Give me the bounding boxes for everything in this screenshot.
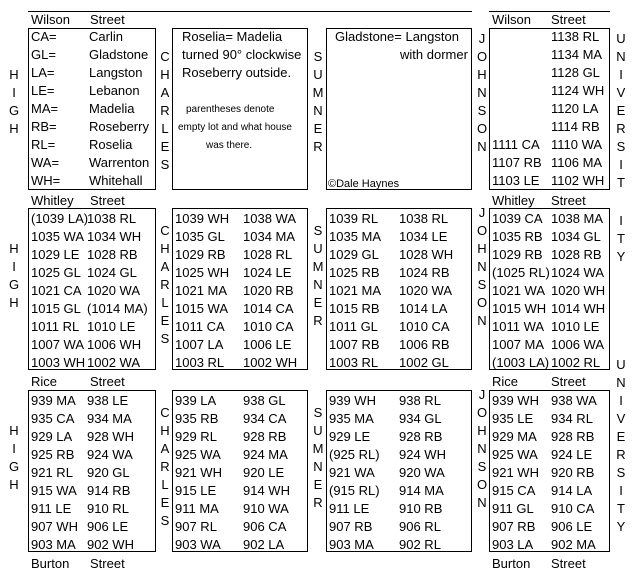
street-vertical-sumner: S [313,223,323,238]
lot-address: 914 LA [551,483,593,498]
street-name: Wilson [492,12,532,27]
lot-address: 910 CA [551,501,595,516]
lot-address: 1020 WA [87,283,140,298]
lot-address: (915 RL) [329,483,380,498]
lot-address: 1034 GL [551,229,601,244]
lot-address: 928 RB [551,429,595,444]
street-label: Street [90,556,125,571]
lot-address: 1035 MA [329,229,382,244]
street-vertical-johnson: S [477,277,487,292]
lot-address: 1029 GL [329,247,379,262]
street-university: E [616,103,626,118]
lot-address: 914 MA [399,483,444,498]
street-vertical-sumner: U [313,67,323,82]
lot-address: 1124 WH [551,83,605,98]
street-vertical-charles: C [160,405,170,420]
lot-address: 1014 LA [399,301,448,316]
lot-address: 1028 RL [243,247,293,262]
legend-name: Lebanon [89,83,140,98]
lot-address: 921 WA [329,465,375,480]
lot-address: 929 MA [492,429,537,444]
lot-address: 1020 WH [551,283,606,298]
lot-address: 1025 GL [31,265,81,280]
lot-address: 929 LE [329,429,371,444]
legend-name: Warrenton [89,155,150,170]
lot-address: 1020 RB [243,283,294,298]
street-name: Whitley [492,193,535,208]
lot-address: 1024 GL [87,265,137,280]
lot-address: (1025 RL) [492,265,550,280]
street-university: I [619,483,623,498]
legend-code: RB= [31,119,57,134]
lot-address: 939 LA [175,393,217,408]
lot-address: 925 WA [492,447,538,462]
lot-address: 911 LE [329,501,370,516]
lot-address: 1039 WH [175,211,230,226]
street-vertical-charles: E [160,495,170,510]
lot-address: 1035 RB [492,229,543,244]
street-vertical-johnson: J [478,31,486,46]
lot-address: 1015 WH [492,301,547,316]
lot-address: (1003 LA) [492,355,550,370]
legend-code: WA= [31,155,60,170]
street-vertical-charles: C [160,49,170,64]
lot-address: 929 RL [175,429,217,444]
street-vertical-johnson: O [476,405,488,420]
street-vertical-johnson: N [477,139,487,154]
street-vertical-johnson: O [476,477,488,492]
lot-address: 920 RB [551,465,595,480]
street-vertical-charles: L [161,121,169,136]
lot-address: 1025 WH [175,265,230,280]
street-university: N [616,375,626,390]
lot-address: 1106 MA [551,155,603,170]
lot-address: 914 RB [87,483,131,498]
lot-address: 910 RL [87,501,129,516]
lot-address: 924 MA [243,447,288,462]
lot-address: 1021 MA [175,283,228,298]
lot-address: 907 RB [329,519,373,534]
lot-address: 1035 WA [31,229,84,244]
lot-address: 921 WH [175,465,222,480]
lot-address: 1102 WH [551,173,605,188]
street-vertical-charles: L [161,477,169,492]
lot-address: 1007 MA [492,337,545,352]
lot-address: 1034 WH [87,229,142,244]
lot-address: 938 GL [243,393,286,408]
lot-address: 1002 GL [399,355,449,370]
street-label: Street [551,374,586,389]
lot-address: 935 MA [329,411,374,426]
lot-address: 902 MA [551,537,596,552]
lot-address: 1006 LE [243,337,292,352]
lot-address: 1024 WA [551,265,604,280]
lot-address: 1038 MA [551,211,604,226]
lot-address: 920 LE [243,465,285,480]
lot-address: 915 LE [175,483,217,498]
legend-code: CA= [31,29,57,44]
street-university: U [616,31,626,46]
legend-name: Carlin [89,29,123,44]
street-vertical-charles: A [160,441,170,456]
lot-address: 1114 RB [551,119,600,134]
street-university: I [619,67,623,82]
street-vertical-charles: H [160,241,170,256]
lot-address: 1120 LA [551,101,599,116]
street-vertical-high: G [8,103,20,118]
legend-code: MA= [31,101,59,116]
legend-code: GL= [31,47,56,62]
street-vertical-johnson: O [476,295,488,310]
lot-address: 1003 WH [31,355,86,370]
lot-address: 1011 CA [175,319,225,334]
lot-address: 925 WA [175,447,221,462]
street-vertical-charles: H [160,67,170,82]
lot-address: 1002 WH [243,355,298,370]
lot-address: 921 RL [31,465,73,480]
street-label: Street [90,374,125,389]
street-vertical-high: I [12,259,16,274]
lot-address: 938 LE [87,393,129,408]
street-vertical-high: H [9,477,19,492]
street-name: Rice [492,374,519,389]
street-vertical-sumner: U [313,423,323,438]
street-vertical-sumner: N [313,103,323,118]
lot-address: 934 MA [87,411,132,426]
lot-address: 910 WA [243,501,289,516]
lot-address: 928 WH [87,429,134,444]
lot-address: 934 RL [551,411,593,426]
lot-address: 1015 WA [175,301,228,316]
lot-address: 939 MA [31,393,76,408]
street-vertical-charles: S [160,331,170,346]
lot-address: 911 MA [175,501,219,516]
street-vertical-sumner: M [312,441,324,456]
lot-address: 907 RL [175,519,217,534]
lot-address: 1128 GL [551,65,600,80]
lot-address: 1011 RL [31,319,80,334]
street-university: I [619,157,623,172]
legend-name: Langston [89,65,143,80]
street-vertical-sumner: E [313,121,323,136]
lot-address: 1134 MA [551,47,603,62]
lot-address: 1015 RB [329,301,380,316]
lot-address: 1011 GL [329,319,378,334]
legend-code: WH= [31,173,61,188]
lot-address: 911 LE [31,501,72,516]
lot-address: 1011 WA [492,319,545,334]
street-vertical-charles: S [160,157,170,172]
street-vertical-charles: C [160,223,170,238]
lot-address: 902 LA [243,537,285,552]
note-text: turned 90° clockwise [182,47,302,62]
lot-address: 935 RB [175,411,219,426]
street-university: T [617,231,625,246]
street-vertical-high: I [12,85,16,100]
street-vertical-high: H [9,67,19,82]
lot-address: 928 RB [399,429,443,444]
note-small: parentheses denote [186,104,275,115]
lot-address: 911 GL [492,501,534,516]
lot-address: 1029 RB [175,247,226,262]
street-label: Street [551,556,586,571]
lot-address: 1014 WH [551,301,606,316]
note-text: Roseberry outside. [182,65,292,80]
street-university: R [616,121,626,136]
street-university: I [619,213,623,228]
lot-address: 1038 RL [399,211,449,226]
street-university: N [616,49,626,64]
lot-address: 903 WA [175,537,221,552]
lot-address: 938 WA [551,393,597,408]
street-vertical-sumner: E [313,295,323,310]
street-vertical-charles: R [160,103,170,118]
lot-address: 1103 LE [492,173,540,188]
street-label: Street [90,12,125,27]
street-vertical-johnson: J [478,387,486,402]
note-text: Roselia= Madelia [182,29,283,44]
lot-address: 1021 CA [31,283,82,298]
legend-name: Roselia [89,137,133,152]
lot-address: 1038 WA [243,211,296,226]
street-university: T [617,175,625,190]
legend-code: LE= [31,83,55,98]
lot-address: 935 LE [492,411,534,426]
street-vertical-high: H [9,295,19,310]
street-university: Y [616,519,626,534]
street-name: Burton [492,556,531,571]
street-vertical-high: H [9,423,19,438]
street-vertical-johnson: H [477,423,487,438]
lot-address: 938 RL [399,393,441,408]
lot-address: 1024 RB [399,265,450,280]
street-vertical-high: H [9,241,19,256]
lot-address: 1034 MA [243,229,296,244]
street-vertical-sumner: M [312,259,324,274]
lot-address: 921 WH [492,465,539,480]
lot-address: 1021 MA [329,283,382,298]
street-label: Street [551,12,586,27]
lot-address: 939 WH [329,393,376,408]
lot-address: 1035 GL [175,229,225,244]
lot-address: 1110 WA [551,137,603,152]
street-vertical-sumner: N [313,459,323,474]
legend-code: LA= [31,65,55,80]
lot-address: 1006 WH [87,337,142,352]
lot-address: 935 CA [31,411,75,426]
street-name: Rice [31,374,58,389]
note-text: with dormer [400,47,468,62]
lot-address: 903 LA [492,537,534,552]
lot-address: 1003 RL [175,355,225,370]
street-vertical-charles: L [161,295,169,310]
street-name: Whitley [31,193,74,208]
street-university: E [616,429,626,444]
street-university: Y [616,249,626,264]
street-university: V [616,411,626,426]
lot-address: 903 MA [31,537,76,552]
street-vertical-johnson: H [477,241,487,256]
street-label: Street [90,193,125,208]
lot-address: 1028 WH [399,247,454,262]
legend-name: Whitehall [89,173,143,188]
lot-address: 1024 LE [243,265,292,280]
street-vertical-johnson: S [477,103,487,118]
lot-address: 924 WH [399,447,446,462]
lot-address: 1034 LE [399,229,448,244]
street-name: Wilson [31,12,71,27]
legend-code: RL= [31,137,56,152]
lot-address: 1028 RB [87,247,138,262]
lot-address: 924 LE [551,447,593,462]
lot-address: 1028 RB [551,247,602,262]
street-label: Street [551,193,586,208]
lot-address: 906 LE [551,519,593,534]
lot-address: 1002 RL [551,355,601,370]
lot-address: 1039 RL [329,211,379,226]
lot-address: (1039 LA) [31,211,89,226]
street-name: Burton [31,556,70,571]
legend-name: Madelia [89,101,135,116]
lot-address: 1006 WA [551,337,604,352]
street-university: S [616,139,626,154]
street-university: S [616,465,626,480]
note-small: was there. [206,140,253,151]
lot-address: 915 WA [31,483,77,498]
street-vertical-charles: E [160,139,170,154]
lot-address: 1010 LE [87,319,136,334]
lot-address: 902 RL [399,537,441,552]
lot-address: 915 CA [492,483,536,498]
lot-address: 1021 WA [492,283,545,298]
lot-address: 1015 GL [31,301,81,316]
street-university: U [616,357,626,372]
lot-address: 906 RL [399,519,441,534]
street-vertical-charles: E [160,313,170,328]
street-university: V [616,85,626,100]
lot-address: 1002 WA [87,355,140,370]
street-vertical-high: G [8,459,20,474]
street-vertical-johnson: O [476,121,488,136]
street-vertical-high: I [12,441,16,456]
lot-address: 929 LA [31,429,73,444]
street-vertical-johnson: O [476,223,488,238]
street-vertical-sumner: R [313,313,323,328]
lot-address: 1014 CA [243,301,294,316]
street-vertical-charles: A [160,85,170,100]
lot-address: 1007 WA [31,337,84,352]
lot-address: (925 RL) [329,447,380,462]
lot-address: 1039 CA [492,211,543,226]
street-vertical-charles: A [160,259,170,274]
street-vertical-sumner: R [313,495,323,510]
street-vertical-sumner: R [313,139,323,154]
lot-address: 1029 LE [31,247,80,262]
street-vertical-high: G [8,277,20,292]
street-vertical-johnson: H [477,67,487,82]
street-university: I [619,393,623,408]
lot-address: 1038 RL [87,211,137,226]
lot-address: 1138 RL [551,29,600,44]
street-vertical-johnson: N [477,313,487,328]
street-vertical-sumner: S [313,49,323,64]
lot-address: 907 RB [492,519,536,534]
street-vertical-charles: R [160,277,170,292]
lot-address: 903 MA [329,537,374,552]
lot-address: 906 CA [243,519,287,534]
credit: ©Dale Haynes [328,178,400,190]
street-vertical-johnson: J [478,205,486,220]
lot-address: 920 GL [87,465,130,480]
lot-address: 925 RB [31,447,75,462]
street-vertical-johnson: N [477,85,487,100]
street-vertical-sumner: S [313,405,323,420]
legend-name: Gladstone [89,47,149,62]
lot-address: 1020 WA [399,283,452,298]
lot-address: 924 WA [87,447,133,462]
note-small: empty lot and what house [178,122,292,133]
lot-address: 1007 LA [175,337,224,352]
legend-name: Roseberry [89,119,149,134]
street-vertical-high: H [9,121,19,136]
lot-address: 920 WA [399,465,445,480]
lot-address: 1107 RB [492,155,542,170]
lot-address: 1006 RB [399,337,450,352]
lot-address: 914 WH [243,483,290,498]
lot-address: 934 GL [399,411,442,426]
lot-address: 910 RB [399,501,443,516]
lot-address: 907 WH [31,519,78,534]
lot-address: 934 CA [243,411,287,426]
lot-address: 1007 RB [329,337,380,352]
street-vertical-charles: S [160,513,170,528]
street-vertical-johnson: S [477,459,487,474]
street-vertical-johnson: N [477,441,487,456]
lot-address: 1111 CA [492,137,540,152]
note-text: Gladstone= Langston [335,29,459,44]
street-vertical-sumner: M [312,85,324,100]
lot-address: 1010 CA [399,319,450,334]
lot-address: 1025 RB [329,265,380,280]
street-vertical-johnson: N [477,495,487,510]
street-vertical-sumner: E [313,477,323,492]
lot-address: 928 RB [243,429,287,444]
street-vertical-sumner: N [313,277,323,292]
lot-address: 1003 RL [329,355,379,370]
lot-address: 1010 CA [243,319,294,334]
street-university: T [617,501,625,516]
lot-address: 902 WH [87,537,134,552]
street-vertical-johnson: N [477,259,487,274]
lot-address: 1010 LE [551,319,600,334]
lot-address: 939 WH [492,393,539,408]
street-vertical-johnson: O [476,49,488,64]
street-university: R [616,447,626,462]
street-vertical-sumner: U [313,241,323,256]
lot-address: 906 LE [87,519,129,534]
street-vertical-charles: H [160,423,170,438]
lot-address: 1029 RB [492,247,543,262]
street-vertical-charles: R [160,459,170,474]
lot-address: (1014 MA) [87,301,148,316]
